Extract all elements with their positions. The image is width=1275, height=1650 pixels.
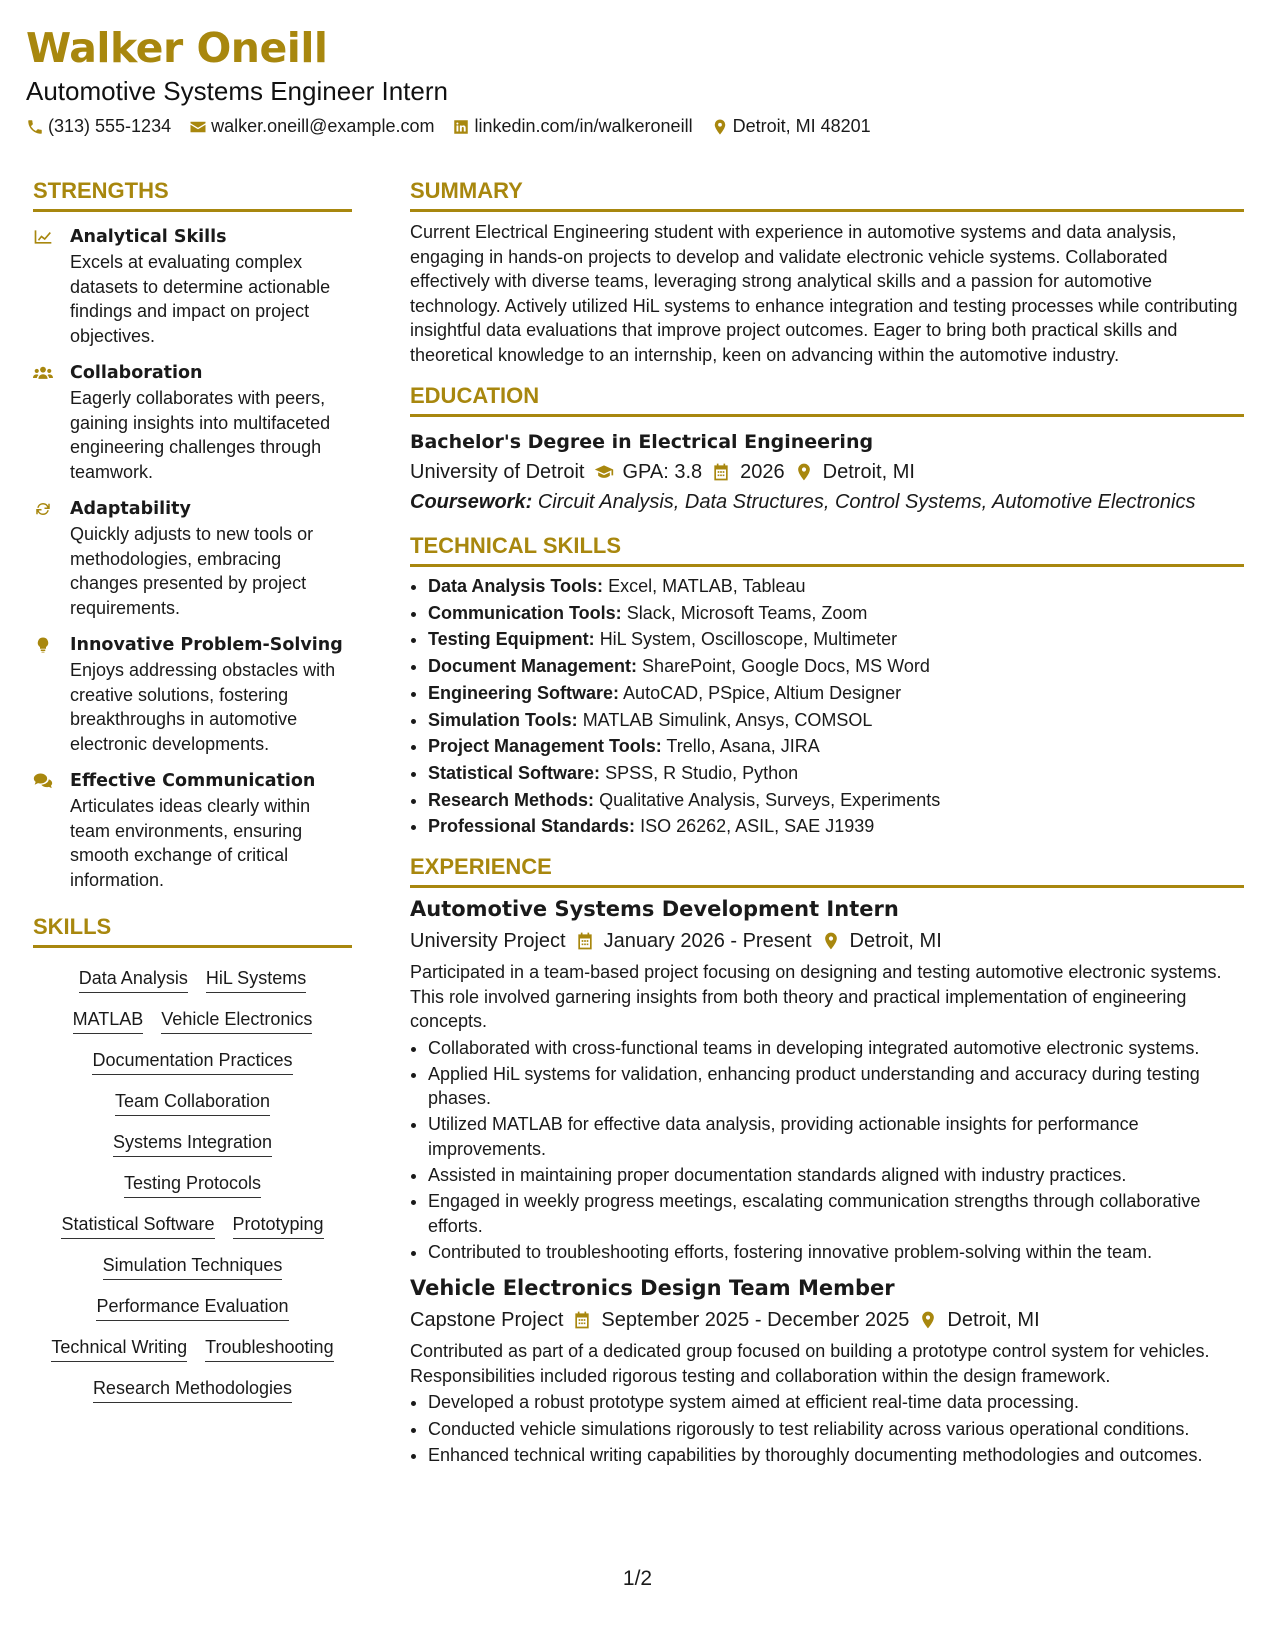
job-title: Automotive Systems Development Intern <box>410 897 899 922</box>
technical-skills-heading: TECHNICAL SKILLS <box>410 531 1244 567</box>
users-icon <box>33 364 53 382</box>
degree-title: Bachelor's Degree in Electrical Engineering <box>410 431 874 453</box>
skill-tag: Vehicle Electronics <box>161 1007 312 1034</box>
skill-tag: Testing Protocols <box>124 1171 261 1198</box>
list-item <box>428 653 1244 680</box>
strength-title: Collaboration <box>70 363 203 383</box>
skill-values: Trello, Asana, JIRA <box>666 736 820 757</box>
skill-category: Project Management Tools: <box>428 736 662 757</box>
strength-desc: Eagerly collaborates with peers, gaining insights into multifaceted engineering challenges through teamwork. <box>70 388 331 482</box>
left-column <box>33 176 352 1403</box>
phone-icon <box>26 118 44 136</box>
skills-list <box>33 952 352 1403</box>
list-item <box>428 813 1244 840</box>
coursework <box>410 487 1244 517</box>
skill-tag: Performance Evaluation <box>96 1294 288 1321</box>
linkedin-icon <box>452 118 470 136</box>
strength-item <box>33 360 352 484</box>
linkedin-text: linkedin.com/in/walkeroneill <box>474 116 693 136</box>
contact-phone[interactable] <box>26 116 171 137</box>
right-column <box>410 176 1244 1469</box>
job-meta <box>410 1305 1244 1335</box>
list-item <box>428 787 1244 814</box>
sync-icon <box>33 500 53 518</box>
skill-tag: Data Analysis <box>79 966 188 993</box>
summary-text: Current Electrical Engineering student with experience in automotive systems and data analysis, engaging in hands-on projects to develop and validate electronic vehicle systems. Collaborated effectively with diverse teams, leveraging strong analytical skills and a passion for automotive technology. Actively utilized HiL systems to enhance integration and testing processes while contributing insightful data evaluations that improve project outcomes. Eager to bring both practical skills and theoretical knowledge to an internship, keen on advancing within the automotive industry. <box>410 222 1238 365</box>
skill-tag: HiL Systems <box>206 966 306 993</box>
list-item: • Collaborated with cross-functional teams in developing integrated automotive electronic systems. <box>428 1036 1244 1060</box>
candidate-title: Automotive Systems Engineer Intern <box>26 76 448 106</box>
skill-tag: Documentation Practices <box>92 1048 292 1075</box>
graduation-year: 2026 <box>740 461 785 483</box>
skill-values: Excel, MATLAB, Tableau <box>608 576 806 596</box>
strength-item <box>33 224 352 348</box>
skill-values: MATLAB Simulink, Ansys, COMSOL <box>582 709 873 730</box>
skill-tag: Research Methodologies <box>93 1376 292 1403</box>
skill-tag: Troubleshooting <box>205 1335 333 1362</box>
list-item <box>428 600 1244 627</box>
job-description: Contributed as part of a dedicated group focused on building a prototype control system for vehicles. Responsibilities included rigorous testing and collaboration within the design framework. <box>410 1341 1210 1386</box>
skills-heading: SKILLS <box>33 912 352 948</box>
skill-category: Research Methods: <box>428 789 595 810</box>
phone-text: (313) 555-1234 <box>48 116 172 136</box>
skill-category: Simulation Tools: <box>428 709 578 730</box>
skill-values: ISO 26262, ASIL, SAE J1939 <box>640 816 875 837</box>
job-dates: January 2026 - Present <box>603 930 812 953</box>
skill-tag: Statistical Software <box>61 1212 214 1239</box>
job-dates: September 2025 - December 2025 <box>601 1309 910 1332</box>
skill-values: Slack, Microsoft Teams, Zoom <box>626 602 868 623</box>
job-org: University Project <box>410 930 566 953</box>
job-location: Detroit, MI <box>849 930 942 953</box>
list-item: • Engaged in weekly progress meetings, escalating communication strengths through collaborative efforts. <box>428 1189 1244 1238</box>
list-item: • Enhanced technical writing capabilities by thoroughly documenting methodologies and outcomes. <box>428 1443 1244 1467</box>
list-item: • Utilized MATLAB for effective data analysis, providing actionable insights for performance improvements. <box>428 1112 1244 1161</box>
skill-category: Engineering Software: <box>428 682 620 703</box>
list-item <box>428 733 1244 760</box>
strength-title: Innovative Problem-Solving <box>70 635 343 655</box>
candidate-name: Walker Oneill <box>26 24 328 72</box>
education-location: Detroit, MI <box>822 461 915 483</box>
skill-tag: Technical Writing <box>51 1335 187 1362</box>
list-item <box>428 760 1244 787</box>
strength-desc: Excels at evaluating complex datasets to determine actionable findings and impact on project objectives. <box>70 252 331 346</box>
map-pin-icon <box>794 462 814 482</box>
list-item <box>428 707 1244 734</box>
list-item <box>428 626 1244 653</box>
strength-item <box>33 496 352 620</box>
summary-heading: SUMMARY <box>410 176 1244 212</box>
list-item: • Conducted vehicle simulations rigorously to test reliability across various operational conditions. <box>428 1417 1244 1441</box>
contact-linkedin[interactable] <box>452 116 692 137</box>
school-name: University of Detroit <box>410 461 585 483</box>
education-meta <box>410 457 1244 487</box>
list-item <box>428 680 1244 707</box>
contact-bar <box>26 116 1235 137</box>
skill-tag: Simulation Techniques <box>103 1253 283 1280</box>
skill-tag: Prototyping <box>233 1212 324 1239</box>
strengths-heading: STRENGTHS <box>33 176 352 212</box>
resume-header <box>26 22 1235 137</box>
strength-item <box>33 768 352 892</box>
map-pin-icon <box>918 1310 938 1330</box>
chart-line-icon <box>33 228 53 246</box>
skill-category: Communication Tools: <box>428 602 622 623</box>
map-pin-icon <box>711 118 729 136</box>
skill-tag: Team Collaboration <box>115 1089 270 1116</box>
education-heading: EDUCATION <box>410 381 1244 417</box>
list-item: • Developed a robust prototype system aimed at efficient real-time data processing. <box>428 1390 1244 1414</box>
comments-icon <box>33 772 53 790</box>
coursework-label: Coursework: <box>410 491 533 513</box>
gpa: GPA: 3.8 <box>622 461 703 483</box>
strength-desc: Articulates ideas clearly within team environments, ensuring smooth exchange of critical information. <box>70 796 311 890</box>
list-item: • Contributed to troubleshooting efforts, fostering innovative problem-solving within the team. <box>428 1240 1244 1264</box>
skill-tag: MATLAB <box>73 1007 144 1034</box>
skill-category: Testing Equipment: <box>428 629 595 650</box>
strength-desc: Enjoys addressing obstacles with creative solutions, fostering breakthroughs in automotive electronic developments. <box>70 660 336 754</box>
calendar-icon <box>711 462 731 482</box>
skill-values: HiL System, Oscilloscope, Multimeter <box>599 629 898 650</box>
lightbulb-icon <box>33 636 53 654</box>
location-text: Detroit, MI 48201 <box>732 116 871 136</box>
map-pin-icon <box>821 931 841 951</box>
technical-skills-list <box>410 573 1244 840</box>
job-bullets <box>410 1036 1244 1265</box>
job-meta <box>410 926 1244 956</box>
skill-category: Data Analysis Tools: <box>428 576 604 596</box>
skill-values: SPSS, R Studio, Python <box>605 762 799 783</box>
calendar-icon <box>572 1310 592 1330</box>
graduation-cap-icon <box>594 462 614 482</box>
experience-heading: EXPERIENCE <box>410 852 1244 888</box>
job-description: Participated in a team-based project focusing on designing and testing automotive electronic systems. This role involved garnering insights from both theory and practical implementation of engineering concepts. <box>410 962 1222 1032</box>
skill-category: Professional Standards: <box>428 816 636 837</box>
strength-item <box>33 632 352 756</box>
job-title: Vehicle Electronics Design Team Member <box>410 1276 895 1301</box>
job-bullets <box>410 1390 1244 1467</box>
strength-title: Effective Communication <box>70 771 316 791</box>
strength-title: Analytical Skills <box>70 227 227 247</box>
job-location: Detroit, MI <box>947 1309 1040 1332</box>
list-item <box>428 573 1244 600</box>
calendar-icon <box>575 931 595 951</box>
skill-tag: Systems Integration <box>113 1130 272 1157</box>
skill-category: Statistical Software: <box>428 762 601 783</box>
email-text: walker.oneill@example.com <box>211 116 435 136</box>
skill-values: Qualitative Analysis, Surveys, Experiments <box>599 789 941 810</box>
contact-email[interactable] <box>189 116 434 137</box>
list-item: • Assisted in maintaining proper documentation standards aligned with industry practices. <box>428 1163 1244 1187</box>
strength-title: Adaptability <box>70 499 191 519</box>
job-org: Capstone Project <box>410 1309 564 1332</box>
envelope-icon <box>189 118 207 136</box>
coursework-list: Circuit Analysis, Data Structures, Control Systems, Automotive Electronics <box>537 491 1196 513</box>
job-entry <box>410 894 1244 1264</box>
page-number: 1/2 <box>622 1567 653 1590</box>
strength-desc: Quickly adjusts to new tools or methodologies, embracing changes presented by project requirements. <box>70 524 314 618</box>
skill-values: AutoCAD, PSpice, Altium Designer <box>623 682 902 703</box>
list-item: • Applied HiL systems for validation, enhancing product understanding and accuracy during testing phases. <box>428 1062 1244 1111</box>
skill-category: Document Management: <box>428 656 638 677</box>
contact-location <box>711 116 871 137</box>
skill-values: SharePoint, Google Docs, MS Word <box>642 656 930 677</box>
job-entry <box>410 1273 1244 1467</box>
